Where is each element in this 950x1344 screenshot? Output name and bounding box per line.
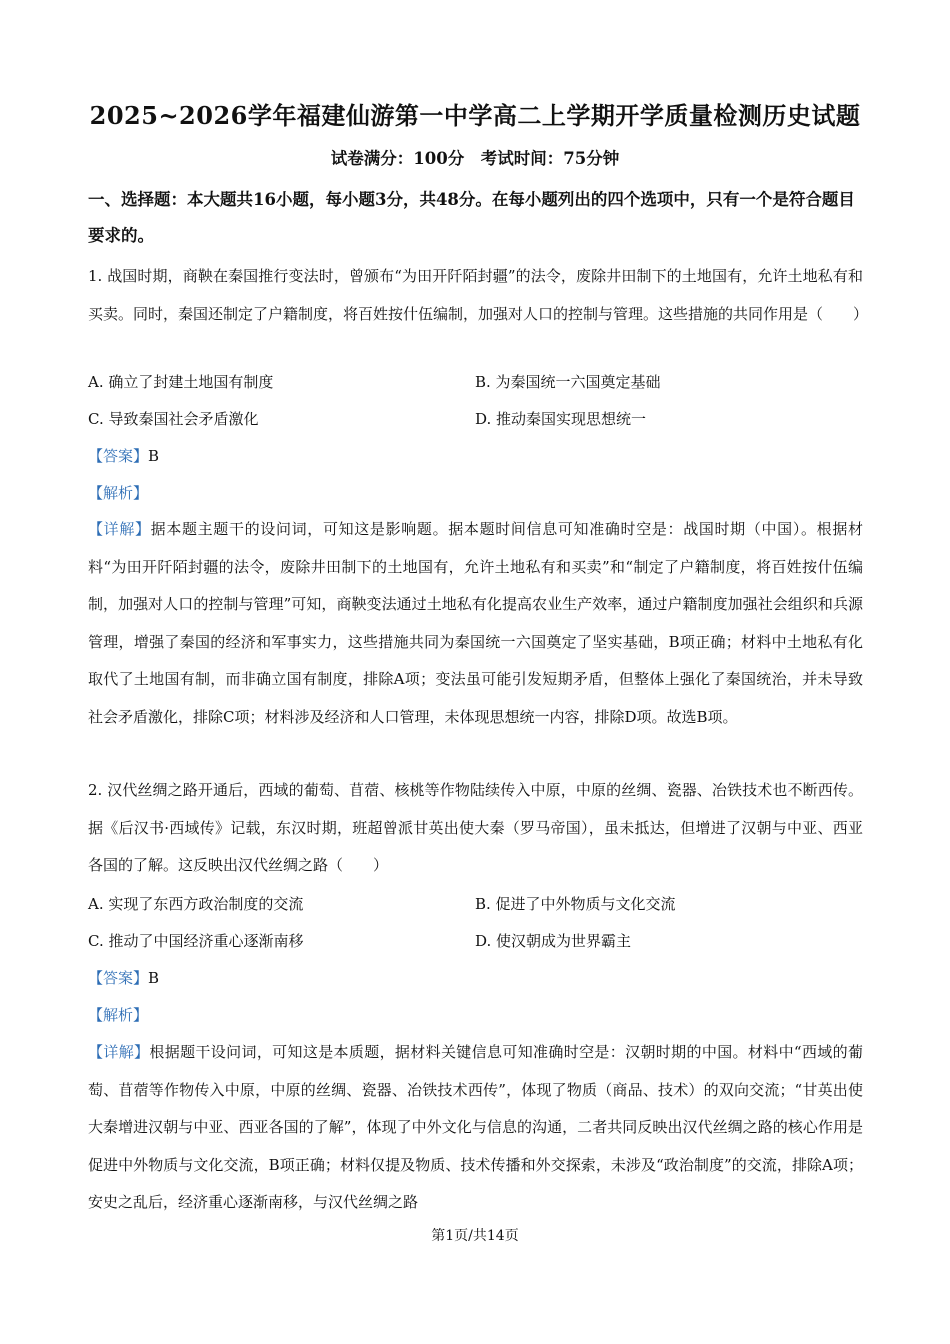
q1-option-b: B. 为秦国统一六国奠定基础 xyxy=(475,373,661,391)
q1-option-d: D. 推动秦国实现思想统一 xyxy=(475,410,647,428)
answer-value: B xyxy=(148,969,160,987)
exam-subtitle: 试卷满分：100分 考试时间：75分钟 xyxy=(330,149,620,168)
q1-detail xyxy=(88,511,863,736)
answer-tag: 【答案】 xyxy=(88,447,149,465)
page-footer: 第1页/共14页 xyxy=(431,1228,519,1244)
question-2-stem: 2. 汉代丝绸之路开通后，西域的葡萄、苜蓿、核桃等作物陆续传入中原，中原的丝绸、瓷器、冶铁技术也不断西传。据《后汉书·西域传》记载，东汉时期，班超曾派甘英出使大秦（罗马帝国），虽未抵达，但增进了汉朝与中亚、西亚各国的了解。这反映出汉代丝绸之路（ ） xyxy=(88,781,863,874)
answer-tag: 【答案】 xyxy=(88,969,149,987)
q2-analysis-tag: 【解析】 xyxy=(88,1006,149,1024)
q2-option-d: D. 使汉朝成为世界霸主 xyxy=(475,932,632,950)
detail-text: 据本题主题干的设问词，可知这是影响题。据本题时间信息可知准确时空是：战国时期（中国）。根据材料“为田开阡陌封疆的法令，废除井田制下的土地国有，允许土地私有和买卖”和“制定了户籍制度，将百姓按什伍编制，加强对人口的控制与管理”可知，商鞅变法通过土地私有化提高农业生产效率，通过户籍制度加强社会组织和兵源管理，增强了秦国的经济和军事实力，这些措施共同为秦国统一六国奠定了坚实基础，B项正确；材料中土地私有化取代了土地国有制，而非确立国有制度，排除A项；变法虽可能引发短期矛盾，但整体上强化了秦国统治，并未导致社会矛盾激化，排除C项；材料涉及经济和人口管理，未体现思想统一内容，排除D项。故选B项。 xyxy=(88,520,863,726)
question-1-stem: 1. 战国时期，商鞅在秦国推行变法时，曾颁布“为田开阡陌封疆”的法令，废除井田制下的土地国有，允许土地私有和买卖。同时，秦国还制定了户籍制度，将百姓按什伍编制，加强对人口的控制与管理。这些措施的共同作用是（ ） xyxy=(88,267,869,323)
q1-option-c: C. 导致秦国社会矛盾激化 xyxy=(88,410,259,428)
q2-option-c: C. 推动了中国经济重心逐渐南移 xyxy=(88,932,304,950)
exam-title: 2025~2026学年福建仙游第一中学高二上学期开学质量检测历史试题 xyxy=(89,101,861,130)
answer-value: B xyxy=(148,447,160,465)
q2-option-a: A. 实现了东西方政治制度的交流 xyxy=(88,895,304,913)
detail-tag: 【详解】 xyxy=(88,1043,150,1061)
q1-option-a: A. 确立了封建土地国有制度 xyxy=(88,373,274,391)
q2-option-b: B. 促进了中外物质与文化交流 xyxy=(475,895,676,913)
q1-answer xyxy=(88,446,159,466)
section-heading: 一、选择题：本大题共16小题，每小题3分，共48分。在每小题列出的四个选项中，只有一个是符合题目要求的。 xyxy=(88,190,855,245)
q1-analysis-tag: 【解析】 xyxy=(88,484,149,502)
q2-answer xyxy=(88,968,159,988)
detail-tag: 【详解】 xyxy=(88,520,151,538)
q2-detail xyxy=(88,1034,863,1222)
detail-text: 根据题干设问词，可知这是本质题，据材料关键信息可知准确时空是：汉朝时期的中国。材料中“西域的葡萄、苜蓿等作物传入中原，中原的丝绸、瓷器、冶铁技术西传”，体现了物质（商品、技术）的双向交流；“甘英出使大秦增进汉朝与中亚、西亚各国的了解”，体现了中外文化与信息的沟通，二者共同反映出汉代丝绸之路的核心作用是促进中外物质与文化交流，B项正确；材料仅提及物质、技术传播和外交探索，未涉及“政治制度”的交流，排除A项；安史之乱后，经济重心逐渐南移，与汉代丝绸之路 xyxy=(88,1043,863,1211)
